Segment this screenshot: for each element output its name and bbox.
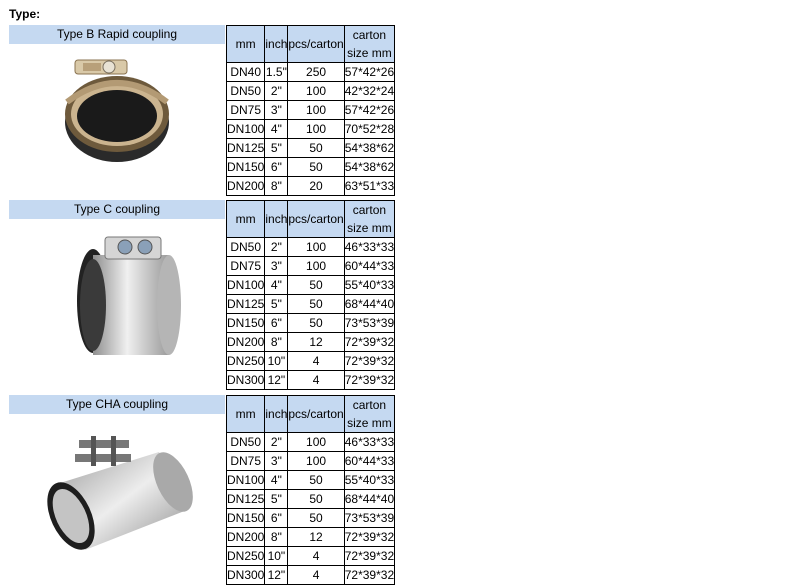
cell-pcs: 50 [288, 314, 344, 333]
cell-mm: DN200 [227, 528, 265, 547]
cell-mm: DN200 [227, 177, 265, 196]
cell-size: 72*39*32 [344, 371, 394, 390]
cell-mm: DN50 [227, 238, 265, 257]
cell-inch: 12" [265, 566, 288, 585]
section-title: Type B Rapid coupling [9, 25, 225, 44]
type-c-coupling-image [9, 219, 225, 369]
cell-mm: DN300 [227, 566, 265, 585]
cell-mm: DN200 [227, 333, 265, 352]
cell-pcs: 100 [288, 101, 344, 120]
cell-size: 72*39*32 [344, 333, 394, 352]
cell-pcs: 50 [288, 276, 344, 295]
cell-inch: 3" [265, 452, 288, 471]
cell-size: 68*44*40 [344, 295, 394, 314]
cell-size: 57*42*26 [344, 101, 394, 120]
cell-size: 72*39*32 [344, 566, 394, 585]
cell-pcs: 12 [288, 528, 344, 547]
table-row [227, 120, 395, 139]
cell-inch: 4" [265, 471, 288, 490]
cell-size: 55*40*33 [344, 471, 394, 490]
cell-size: 54*38*62 [344, 139, 394, 158]
cell-pcs: 4 [288, 566, 344, 585]
col-header-pcs-carton: pcs/carton [288, 396, 344, 433]
table-row [227, 528, 395, 547]
cell-inch: 6" [265, 509, 288, 528]
type-cha-coupling-image [9, 414, 225, 564]
table-row [227, 333, 395, 352]
cell-size: 54*38*62 [344, 158, 394, 177]
cell-mm: DN150 [227, 314, 265, 333]
cell-size: 60*44*33 [344, 452, 394, 471]
cell-size: 70*52*28 [344, 120, 394, 139]
cell-mm: DN75 [227, 257, 265, 276]
cell-inch: 8" [265, 528, 288, 547]
cell-inch: 2" [265, 82, 288, 101]
cell-inch: 3" [265, 101, 288, 120]
type-b-spec-table [226, 25, 395, 196]
table-row [227, 101, 395, 120]
cell-inch: 12" [265, 371, 288, 390]
col-header-carton-size: carton size mm [344, 396, 394, 433]
cell-pcs: 50 [288, 471, 344, 490]
cell-inch: 8" [265, 177, 288, 196]
col-header-pcs-carton: pcs/carton [288, 201, 344, 238]
table-row [227, 352, 395, 371]
cell-pcs: 100 [288, 452, 344, 471]
cell-size: 57*42*26 [344, 63, 394, 82]
cell-mm: DN75 [227, 452, 265, 471]
col-header-inch: inch [265, 396, 288, 433]
cell-inch: 2" [265, 238, 288, 257]
col-header-mm: mm [227, 201, 265, 238]
col-header-mm: mm [227, 396, 265, 433]
cell-size: 55*40*33 [344, 276, 394, 295]
cell-size: 73*53*39 [344, 509, 394, 528]
table-row [227, 158, 395, 177]
table-header-row [227, 26, 395, 63]
cell-size: 72*39*32 [344, 352, 394, 371]
cell-size: 68*44*40 [344, 490, 394, 509]
col-header-mm: mm [227, 26, 265, 63]
col-header-carton-size: carton size mm [344, 26, 394, 63]
cell-mm: DN50 [227, 433, 265, 452]
cell-mm: DN100 [227, 120, 265, 139]
cell-inch: 5" [265, 490, 288, 509]
cell-mm: DN100 [227, 276, 265, 295]
cell-size: 46*33*33 [344, 238, 394, 257]
col-header-inch: inch [265, 201, 288, 238]
type-c-spec-table [226, 200, 395, 390]
cell-pcs: 250 [288, 63, 344, 82]
cell-mm: DN150 [227, 158, 265, 177]
type-b-coupling-image [9, 44, 225, 179]
table-row [227, 471, 395, 490]
cell-inch: 1.5" [265, 63, 288, 82]
table-row [227, 371, 395, 390]
cell-mm: DN75 [227, 101, 265, 120]
cell-size: 73*53*39 [344, 314, 394, 333]
cell-size: 72*39*32 [344, 547, 394, 566]
table-row [227, 63, 395, 82]
cell-inch: 4" [265, 276, 288, 295]
table-row [227, 276, 395, 295]
table-row [227, 82, 395, 101]
cell-inch: 2" [265, 433, 288, 452]
cell-inch: 6" [265, 158, 288, 177]
cell-pcs: 100 [288, 257, 344, 276]
cell-inch: 8" [265, 333, 288, 352]
cell-pcs: 20 [288, 177, 344, 196]
table-row [227, 509, 395, 528]
cell-size: 60*44*33 [344, 257, 394, 276]
cell-pcs: 12 [288, 333, 344, 352]
cell-inch: 10" [265, 352, 288, 371]
cell-mm: DN125 [227, 139, 265, 158]
cell-inch: 4" [265, 120, 288, 139]
section-title: Type CHA coupling [9, 395, 225, 414]
cell-mm: DN125 [227, 490, 265, 509]
cell-mm: DN50 [227, 82, 265, 101]
cell-mm: DN300 [227, 371, 265, 390]
cell-mm: DN125 [227, 295, 265, 314]
col-header-pcs-carton: pcs/carton [288, 26, 344, 63]
cell-pcs: 4 [288, 547, 344, 566]
table-row [227, 452, 395, 471]
cell-pcs: 50 [288, 158, 344, 177]
section-title: Type C coupling [9, 200, 225, 219]
cell-pcs: 100 [288, 82, 344, 101]
cell-mm: DN250 [227, 352, 265, 371]
cell-pcs: 100 [288, 433, 344, 452]
table-row [227, 139, 395, 158]
cell-pcs: 50 [288, 139, 344, 158]
cell-pcs: 50 [288, 509, 344, 528]
table-row [227, 238, 395, 257]
table-row [227, 433, 395, 452]
cell-inch: 5" [265, 295, 288, 314]
table-row [227, 314, 395, 333]
cell-pcs: 100 [288, 120, 344, 139]
cell-pcs: 50 [288, 490, 344, 509]
table-row [227, 566, 395, 585]
cell-pcs: 4 [288, 371, 344, 390]
cell-inch: 10" [265, 547, 288, 566]
type-cha-spec-table [226, 395, 395, 585]
col-header-inch: inch [265, 26, 288, 63]
table-row [227, 490, 395, 509]
cell-mm: DN150 [227, 509, 265, 528]
cell-inch: 6" [265, 314, 288, 333]
cell-inch: 3" [265, 257, 288, 276]
cell-size: 63*51*33 [344, 177, 394, 196]
table-row [227, 257, 395, 276]
cell-mm: DN250 [227, 547, 265, 566]
cell-mm: DN100 [227, 471, 265, 490]
table-row [227, 547, 395, 566]
table-header-row [227, 396, 395, 433]
cell-mm: DN40 [227, 63, 265, 82]
table-row [227, 295, 395, 314]
cell-pcs: 100 [288, 238, 344, 257]
cell-size: 46*33*33 [344, 433, 394, 452]
cell-inch: 5" [265, 139, 288, 158]
col-header-carton-size: carton size mm [344, 201, 394, 238]
table-header-row [227, 201, 395, 238]
page-heading: Type: [9, 7, 41, 21]
cell-size: 42*32*24 [344, 82, 394, 101]
cell-pcs: 50 [288, 295, 344, 314]
cell-pcs: 4 [288, 352, 344, 371]
cell-size: 72*39*32 [344, 528, 394, 547]
table-row [227, 177, 395, 196]
